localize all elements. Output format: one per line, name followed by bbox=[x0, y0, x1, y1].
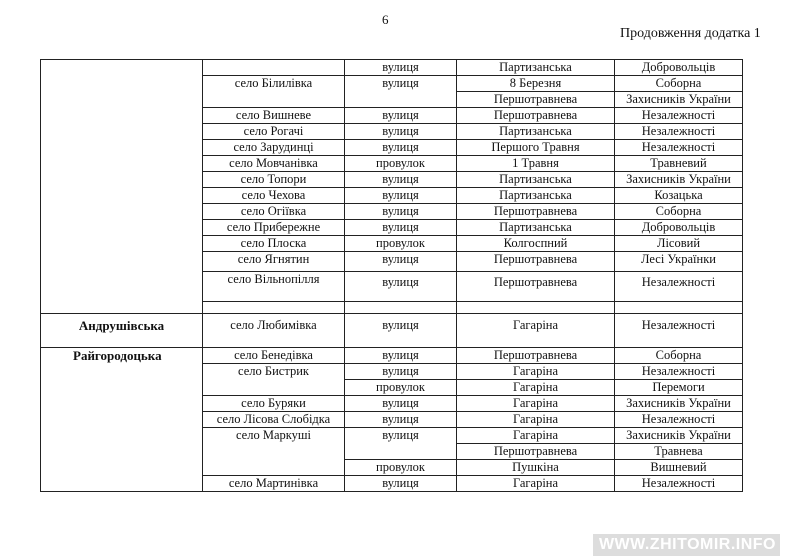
old-name-cell: Гагаріна bbox=[457, 476, 615, 492]
village-cell: село Вишневе bbox=[203, 108, 345, 124]
old-name-cell: Першотравнева bbox=[457, 92, 615, 108]
type-cell: вулиця bbox=[345, 272, 457, 302]
type-cell: провулок bbox=[345, 236, 457, 252]
type-cell: вулиця bbox=[345, 220, 457, 236]
village-cell: село Маркуші bbox=[203, 428, 345, 476]
new-name-cell: Козацька bbox=[615, 188, 743, 204]
new-name-cell: Травнева bbox=[615, 444, 743, 460]
type-cell: вулиця bbox=[345, 476, 457, 492]
village-cell bbox=[203, 60, 345, 76]
village-cell: село Чехова bbox=[203, 188, 345, 204]
village-cell: село Буряки bbox=[203, 396, 345, 412]
old-name-cell: Першотравнева bbox=[457, 444, 615, 460]
type-cell: вулиця bbox=[345, 396, 457, 412]
new-name-cell: Захисників України bbox=[615, 428, 743, 444]
watermark: WWW.ZHITOMIR.INFO bbox=[599, 536, 776, 554]
old-name-cell: Партизанська bbox=[457, 220, 615, 236]
village-cell: село Білилівка bbox=[203, 76, 345, 108]
new-name-cell: Вишневий bbox=[615, 460, 743, 476]
old-name-cell: Партизанська bbox=[457, 60, 615, 76]
new-name-cell: Незалежності bbox=[615, 314, 743, 348]
village-cell: село Лісова Слобідка bbox=[203, 412, 345, 428]
new-name-cell: Захисників України bbox=[615, 396, 743, 412]
village-cell: село Бенедівка bbox=[203, 348, 345, 364]
old-name-cell: Гагаріна bbox=[457, 380, 615, 396]
new-name-cell: Добровольців bbox=[615, 220, 743, 236]
village-cell: село Огіївка bbox=[203, 204, 345, 220]
type-cell: вулиця bbox=[345, 204, 457, 220]
old-name-cell: 1 Травня bbox=[457, 156, 615, 172]
old-name-cell: Гагаріна bbox=[457, 314, 615, 348]
type-cell: вулиця bbox=[345, 188, 457, 204]
village-cell: село Мовчанівка bbox=[203, 156, 345, 172]
new-name-cell: Незалежності bbox=[615, 272, 743, 302]
type-cell: провулок bbox=[345, 156, 457, 172]
new-name-cell: Травневий bbox=[615, 156, 743, 172]
old-name-cell: Гагаріна bbox=[457, 364, 615, 380]
old-name-cell: Партизанська bbox=[457, 172, 615, 188]
village-cell: село Любимівка bbox=[203, 314, 345, 348]
type-cell: вулиця bbox=[345, 76, 457, 108]
new-name-cell: Незалежності bbox=[615, 140, 743, 156]
old-name-cell: Першотравнева bbox=[457, 204, 615, 220]
type-cell: вулиця bbox=[345, 364, 457, 380]
new-name-cell: Соборна bbox=[615, 76, 743, 92]
old-name-cell: Першотравнева bbox=[457, 252, 615, 272]
type-cell: вулиця bbox=[345, 412, 457, 428]
type-cell: вулиця bbox=[345, 314, 457, 348]
new-name-cell: Соборна bbox=[615, 204, 743, 220]
old-name-cell: Гагаріна bbox=[457, 396, 615, 412]
new-name-cell: Незалежності bbox=[615, 364, 743, 380]
old-name-cell: Першого Травня bbox=[457, 140, 615, 156]
new-name-cell: Незалежності bbox=[615, 412, 743, 428]
district-raihorodotska: Райгородоцька bbox=[41, 348, 203, 492]
old-name-cell: 8 Березня bbox=[457, 76, 615, 92]
old-name-cell: Колгоспний bbox=[457, 236, 615, 252]
district-cell-empty bbox=[41, 60, 203, 314]
renaming-table bbox=[40, 59, 743, 492]
new-name-cell: Захисників України bbox=[615, 92, 743, 108]
type-cell: вулиця bbox=[345, 428, 457, 460]
type-cell: провулок bbox=[345, 460, 457, 476]
new-name-cell: Незалежності bbox=[615, 476, 743, 492]
village-cell: село Прибережне bbox=[203, 220, 345, 236]
new-name-cell: Незалежності bbox=[615, 108, 743, 124]
village-cell: село Вільнопілля bbox=[203, 272, 345, 302]
new-name-cell: Добровольців bbox=[615, 60, 743, 76]
new-name-cell: Перемоги bbox=[615, 380, 743, 396]
old-name-cell: Першотравнева bbox=[457, 272, 615, 302]
village-cell: село Плоска bbox=[203, 236, 345, 252]
old-name-cell-empty bbox=[457, 302, 615, 314]
type-cell: вулиця bbox=[345, 124, 457, 140]
old-name-cell: Пушкіна bbox=[457, 460, 615, 476]
old-name-cell: Першотравнева bbox=[457, 108, 615, 124]
type-cell: вулиця bbox=[345, 108, 457, 124]
old-name-cell: Партизанська bbox=[457, 124, 615, 140]
type-cell: вулиця bbox=[345, 60, 457, 76]
village-cell: село Ягнятин bbox=[203, 252, 345, 272]
type-cell-empty bbox=[345, 302, 457, 314]
village-cell-empty bbox=[203, 302, 345, 314]
page-number: 6 bbox=[382, 12, 389, 27]
old-name-cell: Партизанська bbox=[457, 188, 615, 204]
village-cell: село Бистрик bbox=[203, 364, 345, 396]
old-name-cell: Першотравнева bbox=[457, 348, 615, 364]
district-andrushivska: Андрушівська bbox=[41, 314, 203, 348]
new-name-cell: Захисників України bbox=[615, 172, 743, 188]
new-name-cell: Незалежності bbox=[615, 124, 743, 140]
new-name-cell: Лісовий bbox=[615, 236, 743, 252]
type-cell: вулиця bbox=[345, 172, 457, 188]
old-name-cell: Гагаріна bbox=[457, 412, 615, 428]
new-name-cell: Лесі Українки bbox=[615, 252, 743, 272]
village-cell: село Мартинівка bbox=[203, 476, 345, 492]
village-cell: село Рогачі bbox=[203, 124, 345, 140]
type-cell: провулок bbox=[345, 380, 457, 396]
continuation-title: Продовження додатка 1 bbox=[620, 26, 761, 41]
new-name-cell: Соборна bbox=[615, 348, 743, 364]
type-cell: вулиця bbox=[345, 348, 457, 364]
old-name-cell: Гагаріна bbox=[457, 428, 615, 444]
new-name-cell-empty bbox=[615, 302, 743, 314]
village-cell: село Зарудинці bbox=[203, 140, 345, 156]
village-cell: село Топори bbox=[203, 172, 345, 188]
type-cell: вулиця bbox=[345, 140, 457, 156]
type-cell: вулиця bbox=[345, 252, 457, 272]
